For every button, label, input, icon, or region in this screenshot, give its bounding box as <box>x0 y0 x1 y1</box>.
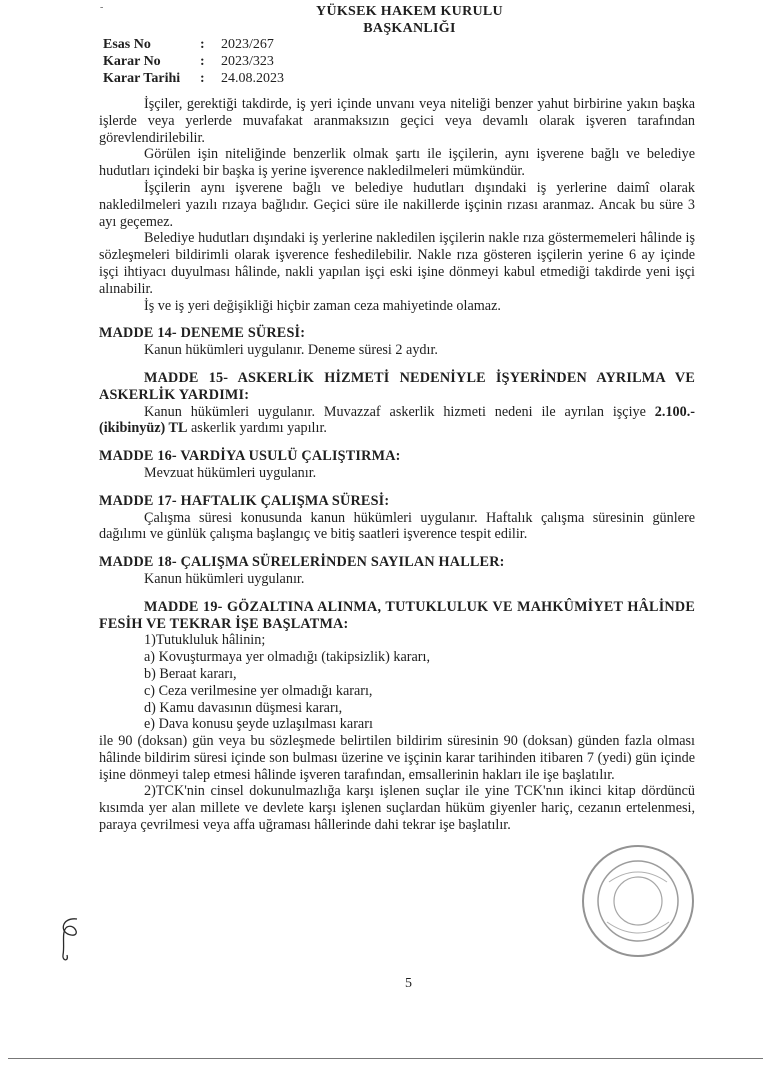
article-15-text-a: Kanun hükümleri uygulanır. Muvazzaf askerlik hizmeti nedeni ile ayrılan işçiye <box>144 403 646 420</box>
meta-sep: : <box>200 54 205 69</box>
document-body <box>99 96 695 834</box>
paragraph-5: İş ve iş yeri değişikliği hiçbir zaman ceza mahiyetinde olamaz. <box>144 297 501 314</box>
paragraph-4: Belediye hudutları dışındaki iş yerlerine nakledilen işçilerin nakle rıza göstermemeleri hâlinde iş sözleşmeleri bildirimli olarak işverence feshedilebilir. Nakle rıza gösteren işçilerin yerine 6 ay içinde işçi ihtiyacı duyulması hâlinde, nakli yapılan işçi eski işine dönmeyi kabul etmediği takdirde yeni işçi alınabilir. <box>99 230 695 297</box>
case-meta <box>103 36 284 87</box>
meta-value: 2023/267 <box>221 37 274 52</box>
list-item: e) Dava konusu şeyde uzlaşılması kararı <box>144 716 373 733</box>
article-19-paragraph-2: 2)TCK'nin cinsel dokunulmazlığa karşı işlenen suçlar ile yine TCK'nın ikinci kitap dördüncü kısımda yer alan millete ve devlete karşı işlenen suçlardan hüküm giyenler hariç, cezanın ertelenmesi, paraya çevrilmesi veya affa uğraması hâllerinde dahi tekrar işe başlatılır. <box>99 783 695 834</box>
article-18-heading: MADDE 18- ÇALIŞMA SÜRELERİNDEN SAYILAN HALLER: <box>99 554 505 571</box>
article-15-amount: 2.100.-(ikibinyüz) TL <box>99 403 695 437</box>
meta-value: 2023/323 <box>221 54 274 69</box>
meta-sep: : <box>200 37 205 52</box>
article-14-heading: MADDE 14- DENEME SÜRESİ: <box>99 325 306 342</box>
article-15-text-b: askerlik yardımı yapılır. <box>187 420 327 437</box>
official-stamp <box>579 842 697 960</box>
article-15-heading: MADDE 15- ASKERLİK HİZMETİ NEDENİYLE İŞYERİNDEN AYRILMA VE ASKERLİK YARDIMI: <box>99 369 695 403</box>
list-item: b) Beraat kararı, <box>144 665 237 682</box>
meta-row-karar <box>103 53 284 70</box>
list-item: a) Kovuşturmaya yer olmadığı (takipsizlik) kararı, <box>144 649 431 666</box>
meta-row-esas <box>103 36 284 53</box>
top-mark: - <box>100 2 104 13</box>
article-19-sub-1: 1)Tutukluluk hâlinin; <box>144 632 266 649</box>
paragraph-2: Görülen işin niteliğinde benzerlik olmak şartı ile işçilerin, aynı işverene bağlı ve belediye hudutları içindeki bir başka iş yerine işverence nakledilmeleri mümkündür. <box>99 146 695 180</box>
article-14-text: Kanun hükümleri uygulanır. Deneme süresi 2 aydır. <box>144 342 438 359</box>
article-18-text: Kanun hükümleri uygulanır. <box>144 570 305 587</box>
institution-subtitle: BAŞKANLIĞI <box>363 21 456 36</box>
article-17-text: Çalışma süresi konusunda kanun hükümleri uygulanır. Haftalık çalışma süresinin günlere dağılımı ve günlük çalışma başlangıç ve bitiş saatleri işverence tespit edilir. <box>99 509 695 543</box>
article-17-heading: MADDE 17- HAFTALIK ÇALIŞMA SÜRESİ: <box>99 492 390 509</box>
meta-key: Karar No <box>103 54 161 69</box>
article-16-text: Mevzuat hükümleri uygulanır. <box>144 464 317 481</box>
meta-key: Esas No <box>103 37 151 52</box>
article-19-paragraph-1: ile 90 (doksan) gün veya bu sözleşmede belirtilen bildirim süresinin 90 (doksan) günden fazla olması hâlinde bildirim süresi içinde son bulması üzerine ve işçinin karar tarihinden itibaren 7 (yedi) gün içinde işine dönmeyi talep etmesi hâlinde işveren tarafından, emsallerinin hakları ile işe başlatılır. <box>99 733 695 783</box>
page-number: 5 <box>405 976 412 991</box>
article-15-text <box>99 404 695 438</box>
list-item: c) Ceza verilmesine yer olmadığı kararı, <box>144 682 373 699</box>
handwritten-signature <box>55 915 85 965</box>
meta-value: 24.08.2023 <box>221 71 284 86</box>
footer-rule <box>8 1058 763 1059</box>
article-19-heading: MADDE 19- GÖZALTINA ALINMA, TUTUKLULUK VE MAHKÛMİYET HÂLİNDE FESİH VE TEKRAR İŞE BAŞLATMA: <box>99 598 695 632</box>
paragraph-1: İşçiler, gerektiği takdirde, iş yeri içinde unvanı veya niteliği benzer yahut birbirine yakın başka işlerde veya yerlerde muvafakat aranmaksızın geçici veya devamlı olarak işveren tarafından görevlendirilebilir. <box>99 96 695 146</box>
institution-title: YÜKSEK HAKEM KURULU <box>316 4 503 19</box>
paragraph-3: İşçilerin aynı işverene bağlı ve belediye hudutları dışındaki iş yerlerine daimî olarak nakledilmeleri yazılı rızaya bağlıdır. Geçici süre ile nakillerde işçinin rızası aranmaz. Ancak bu süre 3 ayı geçemez. <box>99 179 695 230</box>
article-16-heading: MADDE 16- VARDİYA USULÜ ÇALIŞTIRMA: <box>99 448 401 465</box>
list-item: d) Kamu davasının düşmesi kararı, <box>144 699 343 716</box>
meta-sep: : <box>200 71 205 86</box>
meta-key: Karar Tarihi <box>103 71 181 86</box>
meta-row-tarih <box>103 70 284 87</box>
